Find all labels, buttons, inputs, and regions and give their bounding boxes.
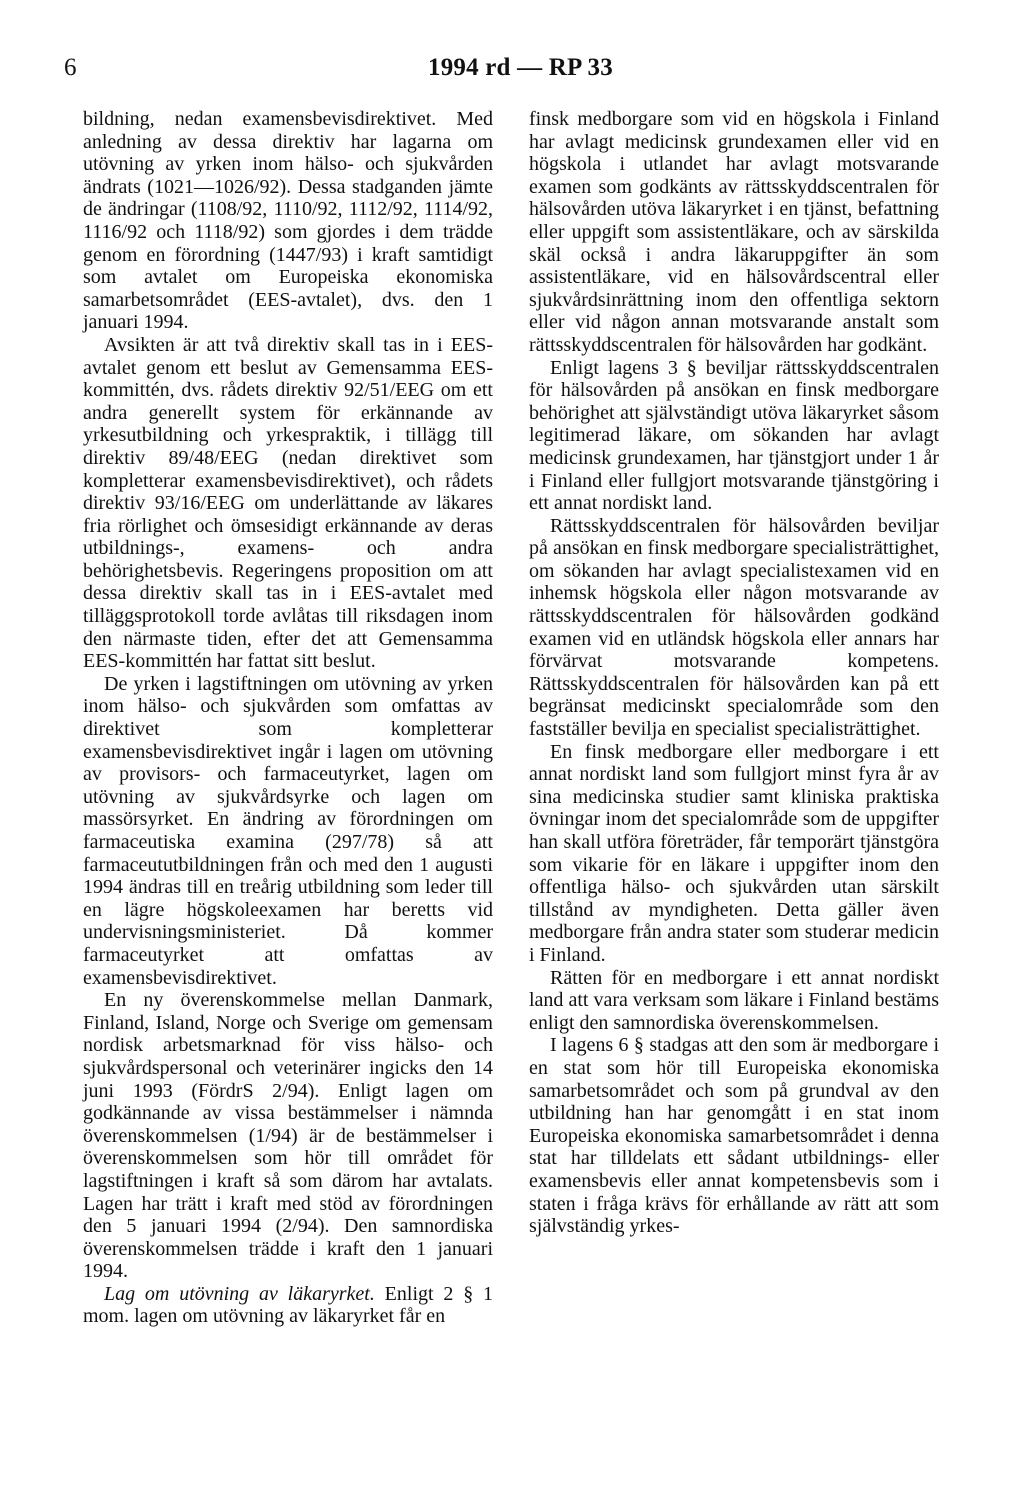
paragraph: De yrken i lagstiftningen om utövning av yrken inom hälso- och sjukvården som omfattas av direktivet som kompletterar examensbevisdirektivet ingår i lagen om utövning av provisors- och farmaceutyrket, lagen om utövning av sjukvårdsyrke och lagen om massörsyrket. En ändring av förordningen om farmaceutiska examina (297/78) så att farmaceututbildningen från och med den 1 augusti 1994 ändras till en treårig utbildning som leder till en lägre högskoleexamen har beretts vid undervisningsministeriet. Då kommer farmaceutyrket att omfattas av examensbevisdirektivet. <box>83 672 493 989</box>
page-number: 6 <box>64 54 77 81</box>
paragraph: I lagens 6 § stadgas att den som är medborgare i en stat som hör till Europeiska ekonomiska samarbetsområdet och som på grundval av den utbildning han har genomgått i en stat inom Europeiska ekonomiska samarbetsområdet i denna stat har tilldelats ett sådant utbildnings- eller examensbevis eller annat kompetensbevis som i staten i fråga krävs för erhållande av rätt att som självständig yrkes- <box>529 1034 939 1238</box>
paragraph: En ny överenskommelse mellan Danmark, Finland, Island, Norge och Sverige om gemensam nordisk arbetsmarknad för viss hälso- och sjukvårdspersonal och veterinärer ingicks den 14 juni 1993 (FördrS 2/94). Enligt lagen om godkännande av vissa bestämmelser i nämnda överenskommelsen (1/94) är de bestämmelser i överenskommelsen som hör till området för lagstiftningen i kraft så som därom har avtalats. Lagen har trätt i kraft med stöd av förordningen den 5 januari 1994 (2/94). Den samnordiska överenskommelsen trädde i kraft den 1 januari 1994. <box>83 989 493 1283</box>
paragraph: Rätten för en medborgare i ett annat nordiskt land att vara verksam som läkare i Finland bestäms enligt den samnordiska överenskommelsen. <box>529 966 939 1034</box>
page-header <box>0 54 1024 94</box>
paragraph: En finsk medborgare eller medborgare i ett annat nordiskt land som fullgjort minst fyra år av sina medicinska studier samt kliniska praktiska övningar inom det specialområde som de uppgifter han skall utföra företräder, får temporärt tjänstgöra som vikarie för en läkare i uppgifter inom den offentliga hälso- och sjukvården utan särskilt tillstånd av myndigheten. Detta gäller även medborgare från andra stater som studerar medicin i Finland. <box>529 740 939 966</box>
paragraph: Avsikten är att två direktiv skall tas in i EES-avtalet genom ett beslut av Gemensamma EES-kommittén, dvs. rådets direktiv 92/51/EEG om ett andra generellt system för erkännande av yrkesutbildning och yrkespraktik, i tillägg till direktiv 89/48/EEG (nedan direktivet som kompletterar examensbevisdirektivet), och rådets direktiv 93/16/EEG om underlättande av läkares fria rörlighet och ömsesidigt erkännande av deras utbildnings-, examens- och andra behörighetsbevis. Regeringens proposition om att dessa direktiv skall tas in i EES-avtalet med tilläggsprotokoll torde avlåtas till riksdagen inom den närmaste tiden, efter det att Gemensamma EES-kommittén har fattat sitt beslut. <box>83 333 493 673</box>
right-column <box>529 108 939 1238</box>
running-head: 1994 rd — RP 33 <box>428 54 613 81</box>
paragraph-law-heading <box>83 1283 493 1328</box>
left-column <box>83 108 493 1328</box>
paragraph-text: Enligt 2 § 1 mom. lagen om utövning av läkaryrket får en <box>83 1282 494 1328</box>
paragraph: finsk medborgare som vid en högskola i Finland har avlagt medicinsk grundexamen eller vid en högskola i utlandet har avlagt motsvarande examen som godkänts av rättsskyddscentralen för hälsovården utöva läkaryrket i en tjänst, befattning eller uppgift som assistentläkare, och av särskilda skäl också i andra läkaruppgifter än som assistentläkare, vid en hälsovårdscentral eller sjukvårdsinrättning inom den offentliga sektorn eller vid någon annan motsvarande anstalt som rättsskyddscentralen för hälsovården har godkänt. <box>529 108 939 356</box>
section-title: Lag om utövning av läkaryrket. <box>104 1282 375 1305</box>
paragraph: Enligt lagens 3 § beviljar rättsskyddscentralen för hälsovården på ansökan en finsk medborgare behörighet att självständigt utöva läkaryrket såsom legitimerad läkare, om sökanden har avlagt medicinsk grundexamen, har tjänstgjort under 1 år i Finland eller fullgjort motsvarande tjänstgöring i ett annat nordiskt land. <box>529 356 939 515</box>
paragraph: bildning, nedan examensbevisdirektivet. Med anledning av dessa direktiv har lagarna om utövning av yrken inom hälso- och sjukvården ändrats (1021—1026/92). Dessa stadganden jämte de ändringar (1108/92, 1110/92, 1112/92, 1114/92, 1116/92 och 1118/92) som gjordes i dem trädde genom en förordning (1447/93) i kraft samtidigt som avtalet om Europeiska ekonomiska samarbetsområdet (EES-avtalet), dvs. den 1 januari 1994. <box>83 108 493 334</box>
paragraph: Rättsskyddscentralen för hälsovården beviljar på ansökan en finsk medborgare specialisträttighet, om sökanden har avlagt specialistexamen vid en inhemsk högskola eller någon motsvarande av rättsskyddscentralen för hälsovården godkänd examen vid en utländsk högskola eller annars har förvärvat motsvarande kompetens. Rättsskyddscentralen för hälsovården kan på ett begränsat medicinskt specialområde som den fastställer bevilja en specialist specialisträttighet. <box>529 514 939 741</box>
